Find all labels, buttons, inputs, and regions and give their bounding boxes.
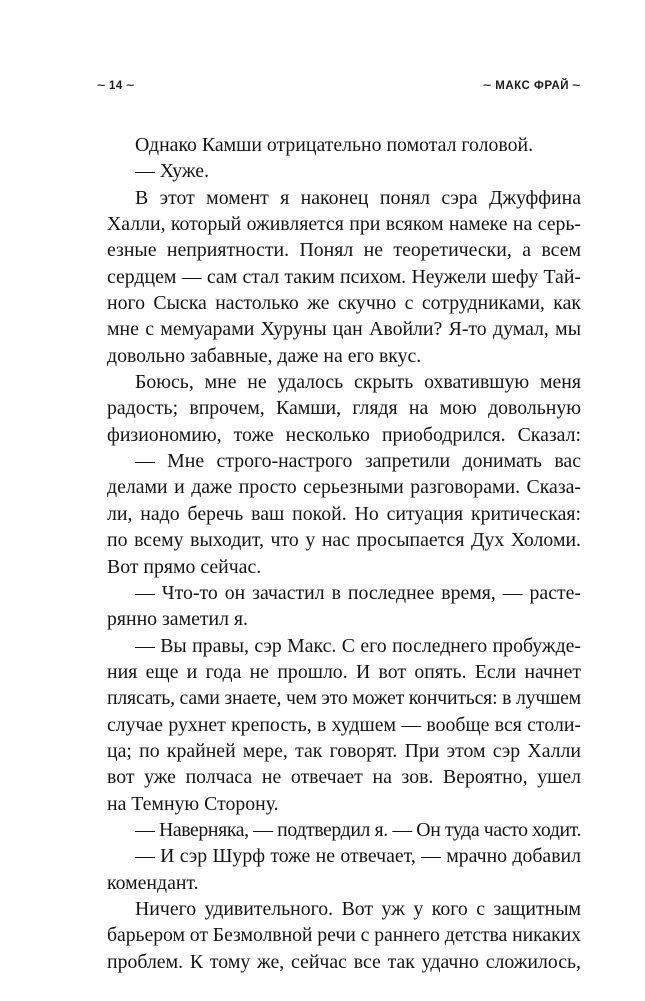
text-line: ния еще и года не прошло. И вот опять. Если начнет xyxy=(107,660,581,683)
text-line: — И сэр Шурф тоже не отвечает, — мрачно добавил xyxy=(135,845,581,868)
running-header xyxy=(98,80,580,100)
page-number: 14 xyxy=(108,80,123,92)
text-line: — Наверняка, — подтвердил я. — Он туда часто ходит. xyxy=(135,818,581,841)
author-group xyxy=(484,80,580,92)
text-line: Вот прямо сейчас. xyxy=(107,555,262,578)
text-line: ца; по крайней мере, так говорят. При этом сэр Халли xyxy=(107,739,581,762)
text-line: физиономию, тоже несколько приободрился. Сказал: xyxy=(107,423,581,446)
ornament-right-icon: ~ xyxy=(483,80,493,92)
text-line: — Вы правы, сэр Макс. С его последнего пробужде- xyxy=(135,634,581,657)
text-line: барьером от Безмолвной речи с раннего детства никаких xyxy=(107,924,581,947)
text-line: — Что-то он зачастил в последнее время, — расте- xyxy=(135,581,581,604)
text-line: делами и даже просто серьезными разговорами. Сказа- xyxy=(107,476,581,499)
text-line: радость; впрочем, Камши, глядя на мою довольную xyxy=(107,397,581,420)
text-line: езные неприятности. Понял не теоретически, а всем xyxy=(107,239,581,262)
ornament-right-icon: ~ xyxy=(572,80,582,92)
text-line: плясать, сами знаете, чем это может кончиться: в лучшем xyxy=(107,687,581,710)
text-line: по всему выходит, что у нас просыпается Дух Холоми. xyxy=(107,529,581,552)
text-line: вот уже полчаса не отвечает на зов. Вероятно, ушел xyxy=(107,766,581,789)
ornament-left-icon: ~ xyxy=(125,80,135,92)
text-line: В этот момент я наконец понял сэра Джуффина xyxy=(135,186,581,209)
text-line: довольно забавные, даже на его вкус. xyxy=(107,344,422,367)
text-line: на Темную Сторону. xyxy=(107,792,279,815)
text-line: Ничего удивительного. Вот уж у кого с защитным xyxy=(135,897,581,920)
text-line: комендант. xyxy=(107,871,199,894)
text-line: ли, надо беречь ваш покой. Но ситуация критическая: xyxy=(107,502,581,525)
text-line: Однако Камши отрицательно помотал головой. xyxy=(135,134,534,156)
page-number-group xyxy=(98,80,134,92)
ornament-left-icon: ~ xyxy=(96,80,106,92)
text-line: — Хуже. xyxy=(135,160,210,183)
text-line: мне с мемуарами Хуруны цан Авойли? Я-то думал, мы xyxy=(107,318,581,341)
text-line: ного Сыска настолько же скучно с сотрудниками, как xyxy=(107,292,581,315)
text-line: — Мне строго-настрого запретили донимать вас xyxy=(135,450,581,473)
author-name: МАКС ФРАЙ xyxy=(495,80,570,92)
text-line: случае рухнет крепость, в худшем — вообще вся столи- xyxy=(107,713,581,736)
body-text xyxy=(107,132,581,975)
text-line: сердцем — сам стал таким психом. Неужели шефу Тай- xyxy=(107,265,581,288)
text-line: Халли, который оживляется при всяком намеке на серь- xyxy=(107,213,581,236)
text-line: проблем. К тому же, сейчас все так удачно сложилось, xyxy=(107,950,581,973)
text-line: Боюсь, мне не удалось скрыть охватившую меня xyxy=(135,371,581,394)
text-line: рянно заметил я. xyxy=(107,608,248,631)
